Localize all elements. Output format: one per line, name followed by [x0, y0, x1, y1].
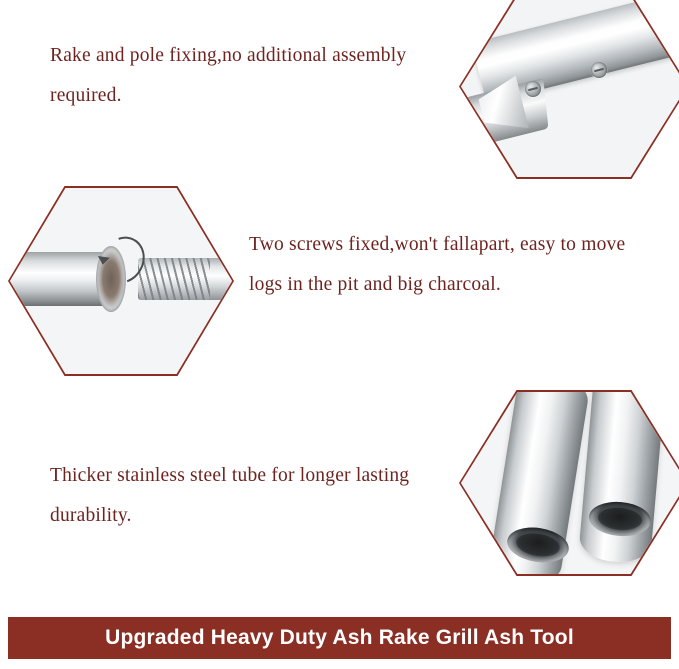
photo-two-tubes — [461, 392, 679, 574]
steel-tube-right — [578, 392, 668, 565]
feature-photo-tube — [459, 390, 679, 576]
feature-text-assembly: Rake and pole fixing,no additional assembly required. — [50, 45, 407, 106]
screw-thread-detail — [138, 258, 210, 300]
hexagon-inner — [461, 392, 679, 574]
hexagon-inner — [10, 188, 232, 374]
feature-photo-screws — [8, 186, 234, 376]
product-title-banner — [8, 617, 671, 659]
feature-text-screws: Two screws fixed,won't fallapart, easy to move logs in the pit and big charcoal. — [249, 234, 626, 295]
photo-tube-with-screws — [461, 0, 679, 177]
feature-text-tube: Thicker stainless steel tube for longer lasting durability. — [50, 465, 410, 526]
hexagon-inner — [461, 0, 679, 177]
feature-photo-assembly — [459, 0, 679, 179]
photo-threaded-connection — [10, 188, 232, 374]
product-title: Upgraded Heavy Duty Ash Rake Grill Ash Tool — [105, 626, 574, 649]
